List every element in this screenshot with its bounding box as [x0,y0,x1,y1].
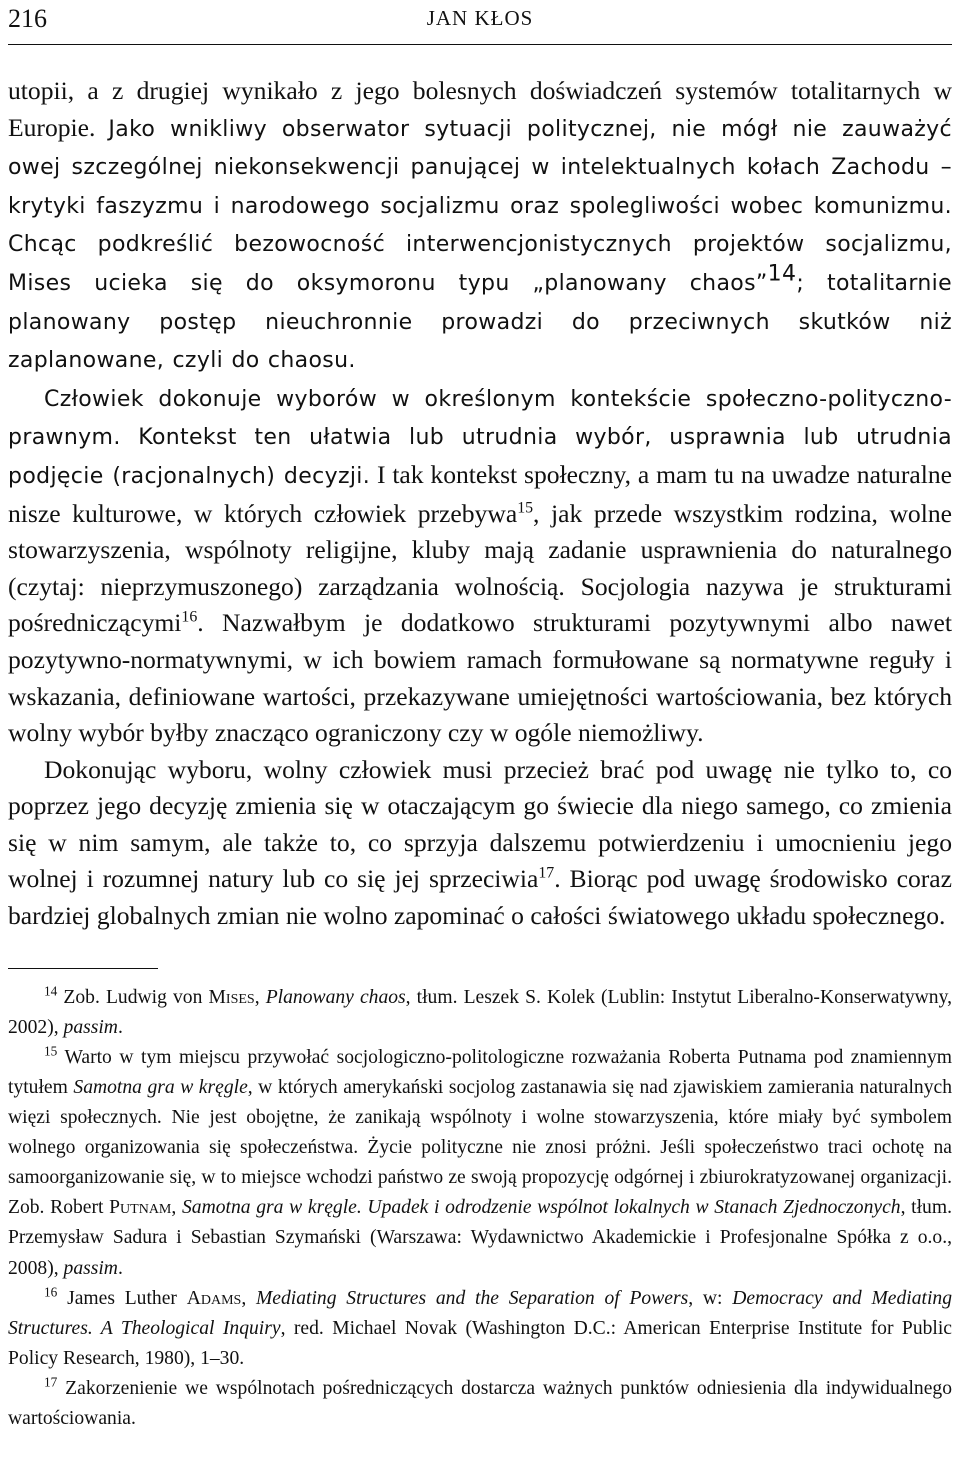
page [8,0,952,1434]
footnote-number: 17 [44,1374,58,1390]
running-head: JAN KŁOS [426,6,534,30]
paragraph-1-sentence-1: utopii, a z drugiej wynikało z jego bolesnych doświadczeń systemów totalitarnych w Europie. [8,76,952,142]
footnote-number: 16 [44,1284,58,1300]
work-title: Samotna gra w kręgle [73,1076,248,1098]
footnote-17 [8,1374,952,1434]
footnote-14 [8,983,952,1043]
footnotes [8,983,952,1434]
author-name: Putnam [109,1197,172,1219]
paragraph-2 [8,380,952,752]
paragraph-3-sentence-1: Dokonując wyboru, wolny człowiek musi przecież brać pod uwagę nie tylko to, co poprzez jego decyzję zmienia się w otaczającym go świecie dla niego samego, co zmienia się w nim samym, ale także to, co sprzyja dalszemu potwierdzeniu i umocnieniu jego wolnej i rozumnej natury lub co się jej sprzeciwia [8,754,952,894]
passim: passim [63,1257,118,1279]
paragraph-3 [8,752,952,935]
footnote-text: James Luther [57,1287,187,1309]
footnote-15 [8,1043,952,1284]
page-number: 216 [8,4,47,33]
paragraph-1-sentence-2: Jako wnikliwy obserwator sytuacji politycznej, nie mógł nie zauważyć owej szczególnej niekonsekwencji panującej w intelektualnych kołach Zachodu – krytyki faszyzmu i narodowego socjalizmu oraz spolegliwości wobec komunizmu. Chcąc podkreślić bezowocność interwencjonistycznych projektów socjalizmu, Mises ucieka się do oksymoronu typu „planowany chaos” [8,116,952,296]
footnote-text: Zakorzenienie we wspólnotach pośredniczących dostarcza ważnych punktów odniesienia dla indywidualnego wartościowania. [8,1377,952,1429]
footnote-number: 14 [44,983,58,999]
footnote-text: , w: [688,1287,733,1309]
footnote-ref-15[interactable]: 15 [517,499,534,516]
page-header [8,0,952,45]
footnote-ref-14[interactable]: 14 [767,261,797,287]
work-title: Mediating Structures and the Separation of Powers [255,1287,689,1309]
paragraph-1-sentence-3: ; totalitarnie planowany postęp nieuchronnie prowadzi do przeciwnych skutków niż zaplanowane, czyli do chaosu. [8,270,952,374]
footnote-text: , [254,986,266,1008]
footnote-text: , tłum. Przemysław Sadura i Sebastian Szymański (Warszawa: Wydawnictwo Akademickie i Profesjonalne Spółka z o.o., 2008), [8,1197,952,1279]
footnote-ref-16[interactable]: 16 [181,608,198,626]
author-name: Adams [186,1287,242,1309]
author-name: Mises [208,986,255,1008]
footnote-divider [8,968,158,969]
footnote-16 [8,1284,952,1374]
work-title: Democracy and Mediating Structures. A Theological Inquiry [8,1287,953,1339]
footnote-text: . [117,1257,123,1279]
work-title: Samotna gra w kręgle. Upadek i odrodzenie wspólnot lokalnych w Stanach Zjednoczonych [181,1197,901,1219]
footnote-text: Warto w tym miejscu przywołać socjologiczno-politologiczne rozważania Roberta Putnama pod znamiennym tytułem [8,1046,952,1098]
footnote-text: , red. Michael Novak (Washington D.C.: American Enterprise Institute for Public Policy Research, 1980), 1–30. [8,1317,953,1369]
paragraph-1 [8,73,952,380]
paragraph-2-sentence-3: , jak przede wszystkim rodzina, wolne stowarzyszenia, wspólnoty religijne, kluby mają zadanie usprawnienia do naturalnego (czytaj: nieprzymuszonego) zarządzania wolnością. Socjologia nazywa je strukturami pośredniczącymi [8,498,952,638]
footnote-text: Zob. Ludwig von [57,986,209,1008]
footnote-text: , [171,1197,182,1219]
footnote-ref-17[interactable]: 17 [538,864,555,882]
paragraph-3-sentence-2: . Biorąc pod uwagę środowisko coraz bardziej globalnych zmian nie wolno zapominać o całości światowego układu społecznego. [8,864,953,931]
passim: passim [63,1016,118,1038]
work-title: Planowany chaos [265,986,406,1008]
footnote-number: 15 [44,1043,58,1059]
paragraph-2-sentence-1: Człowiek dokonuje wyborów w określonym kontekście społeczno-polityczno-prawnym. Kontekst ten ułatwia lub utrudnia wybór, usprawnia lub utrudnia podjęcie (racjonalnych) decyzji. [8,386,952,489]
footnote-text: , tłum. Leszek S. Kolek (Lublin: Instytut Liberalno-Konserwatywny, 2002), [8,986,953,1038]
paragraph-2-sentence-2: I tak kontekst społeczny, a mam tu na uwadze naturalne nisze kulturowe, w których człowiek przebywa [8,459,953,528]
footnote-text: , w których amerykański socjolog zastanawia się nad zjawiskiem zamierania naturalnych więzi społecznych. Nie jest obojętne, że zanikają wspólnoty i wolne stowarzyszenia, które miały być symbolem wolnego organizowania się społeczeństwa. Życie polityczne nie znosi próżni. Jeśli społeczeństwo traci ochotę na samoorganizowanie się, w to miejsce wchodzi państwo ze swoją propozycję odgórnej i zbiurokratyzowanej organizacji. Zob. Robert [8,1076,952,1219]
paragraph-2-sentence-4: . Nazwałbym je dodatkowo strukturami pozytywnymi albo nawet pozytywno-normatywnymi, w ich bowiem ramach formułowane są normatywne reguły i wskazania, definiowane wartości, przekazywane umiejętności wartościowania, bez których wolny wybór byłby znacząco ograniczony czy w ogóle niemożliwy. [8,608,952,748]
footnote-text: . [117,1016,123,1038]
footnote-text: , [241,1287,256,1309]
main-text [8,73,952,935]
